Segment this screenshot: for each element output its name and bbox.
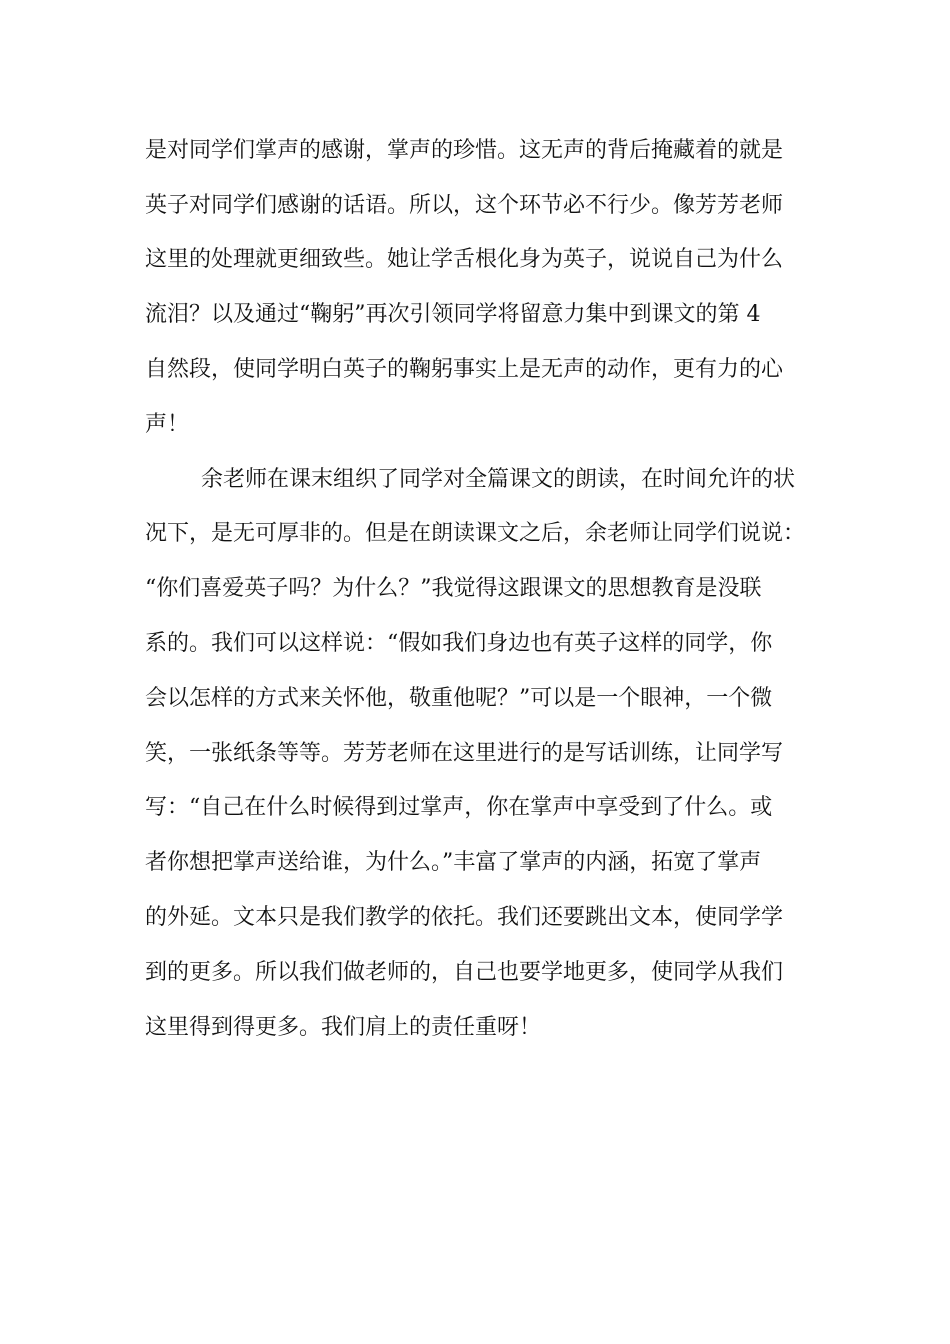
text-line: 声！ [145, 412, 190, 437]
text-line: 笑，一张纸条等等。芳芳老师在这里进行的是写话训练，让同学写 [145, 741, 784, 766]
text-line: “你们喜爱英子吗？为什么？”我觉得这跟课文的思想教育是没联 [145, 576, 762, 601]
text-line: 会以怎样的方式来关怀他，敬重他呢？”可以是一个眼神，一个微 [145, 686, 773, 711]
text-line: 况下，是无可厚非的。但是在朗读课文之后，余老师让同学们说说： [145, 521, 806, 546]
text-line: 自然段，使同学明白英子的鞠躬事实上是无声的动作，更有力的心 [145, 357, 784, 382]
text-line: 到的更多。所以我们做老师的，自己也要学地更多，使同学从我们 [145, 960, 784, 985]
text-line: 写：“自己在什么时候得到过掌声，你在掌声中享受到了什么。或 [145, 795, 773, 820]
text-line: 者你想把掌声送给谁，为什么。”丰富了掌声的内涵，拓宽了掌声 [145, 850, 762, 875]
text-line: 这里的处理就更细致些。她让学舌根化身为英子，说说自己为什么 [145, 247, 784, 272]
text-line-paragraph-start: 余老师在课末组织了同学对全篇课文的朗读，在时间允许的状 [201, 467, 796, 492]
text-line: 这里得到得更多。我们肩上的责任重呀！ [145, 1015, 542, 1040]
text-line: 的外延。文本只是我们教学的依托。我们还要跳出文本，使同学学 [145, 905, 784, 930]
text-line: 流泪？以及通过“鞠躬”再次引领同学将留意力集中到课文的第 4 [145, 302, 761, 327]
text-line: 是对同学们掌声的感谢，掌声的珍惜。这无声的背后掩藏着的就是 [145, 138, 784, 163]
text-line: 英子对同学们感谢的话语。所以，这个环节必不行少。像芳芳老师 [145, 193, 784, 218]
text-line: 系的。我们可以这样说：“假如我们身边也有英子这样的同学，你 [145, 631, 773, 656]
